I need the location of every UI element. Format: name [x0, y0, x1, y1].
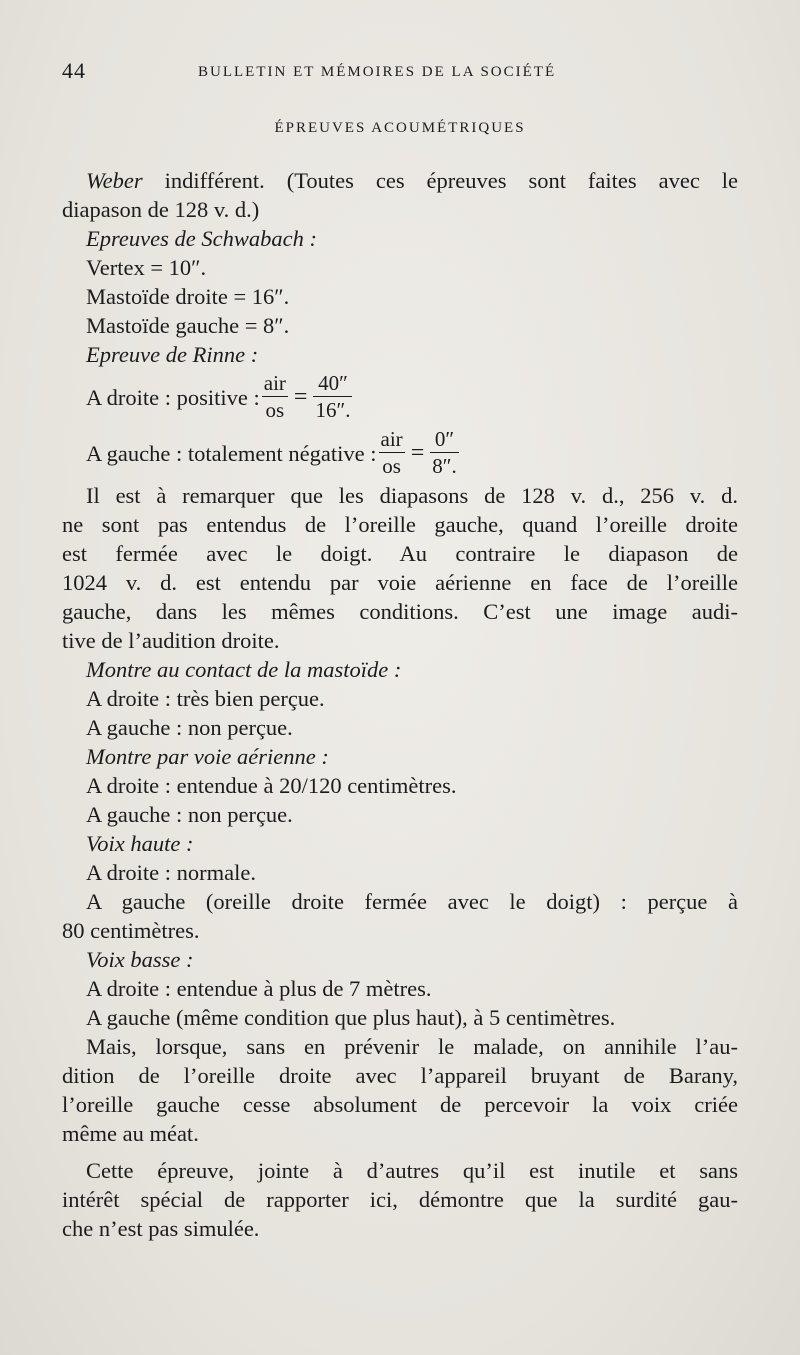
paragraph-2-line: l’oreille gauche cesse absolument de percevoir la voix criée — [62, 1092, 738, 1117]
body-text — [62, 166, 738, 1243]
fraction-numerator: air — [263, 371, 286, 395]
equals-sign: = — [293, 383, 308, 410]
page-header — [62, 58, 738, 88]
voix-basse-title: Voix basse : — [86, 947, 194, 972]
rinne-gauche — [62, 425, 738, 481]
fraction-numerator: 0″ — [430, 429, 459, 453]
paragraph-1-line: 1024 v. d. est entendu par voie aérienne en face de l’oreille — [62, 570, 738, 595]
paragraph-3-line: Cette épreuve, jointe à d’autres qu’il est inutile et sans — [86, 1158, 738, 1183]
rinne-droite-fraction-2 — [313, 373, 352, 421]
rinne-gauche-fraction-1 — [379, 429, 405, 477]
montre-aerienne-title: Montre par voie aérienne : — [86, 744, 329, 769]
running-title: BULLETIN ET MÉMOIRES DE LA SOCIÉTÉ — [198, 64, 557, 80]
paragraph-1-line: Il est à remarquer que les diapasons de 128 v. d., 256 v. d. — [86, 483, 738, 508]
equals-sign: = — [410, 439, 425, 466]
voix-basse-gauche: A gauche (même condition que plus haut), à 5 centimètres. — [86, 1005, 616, 1030]
paragraph-2-line: dition de l’oreille droite avec l’appareil bruyant de Barany, — [62, 1063, 738, 1088]
voix-haute-title: Voix haute : — [86, 831, 194, 856]
weber-line-2: diapason de 128 v. d.) — [62, 197, 260, 222]
paragraph-2-line: même au méat. — [62, 1121, 199, 1146]
paragraph-1-line: ne sont pas entendus de l’oreille gauche, quand l’oreille droite — [62, 512, 738, 537]
paragraph-3-line: intérêt spécial de rapporter ici, démontre que la surdité gau- — [62, 1187, 738, 1212]
montre-contact-title: Montre au contact de la mastoïde : — [86, 657, 402, 682]
schwabach-mastoide-gauche: Mastoïde gauche = 8″. — [86, 313, 290, 338]
paragraph-2-line: Mais, lorsque, sans en prévenir le malade, on annihile l’au- — [86, 1034, 738, 1059]
rinne-droite-label: A droite : positive : — [86, 384, 260, 410]
schwabach-vertex: Vertex = 10″. — [86, 255, 207, 280]
weber-label: Weber — [86, 168, 143, 193]
montre-aerienne-droite: A droite : entendue à 20/120 centimètres. — [86, 773, 457, 798]
paragraph-1-line: gauche, dans les mêmes conditions. C’est une image audi- — [62, 599, 738, 624]
page-number: 44 — [62, 58, 86, 83]
fraction-numerator: 40″ — [313, 373, 352, 397]
rinne-droite-fraction-1 — [262, 373, 288, 421]
rinne-gauche-fraction-2 — [430, 429, 459, 477]
voix-haute-droite: A droite : normale. — [86, 860, 256, 885]
fraction-denominator: 16″. — [315, 398, 351, 422]
fraction-denominator: 8″. — [432, 454, 457, 478]
weber-line — [62, 166, 738, 195]
schwabach-title: Epreuves de Schwabach : — [86, 226, 317, 251]
voix-haute-gauche: A gauche (oreille droite fermée avec le doigt) : perçue à — [86, 889, 738, 914]
rinne-title: Epreuve de Rinne : — [86, 342, 259, 367]
voix-basse-droite: A droite : entendue à plus de 7 mètres. — [86, 976, 432, 1001]
paragraph-3-line: che n’est pas simulée. — [62, 1216, 260, 1241]
paragraph-1-line: tive de l’audition droite. — [62, 628, 280, 653]
fraction-denominator: os — [382, 454, 401, 478]
fraction-denominator: os — [265, 398, 285, 422]
rinne-droite — [62, 369, 738, 425]
voix-haute-gauche-cont: 80 centimètres. — [62, 918, 200, 943]
fraction-numerator: air — [380, 427, 403, 451]
section-title: ÉPREUVES ACOUMÉTRIQUES — [274, 120, 526, 136]
paragraph-1-line: est fermée avec le doigt. Au contraire le diapason de — [62, 541, 738, 566]
montre-aerienne-gauche: A gauche : non perçue. — [86, 802, 293, 827]
montre-contact-droite: A droite : très bien perçue. — [86, 686, 325, 711]
schwabach-mastoide-droite: Mastoïde droite = 16″. — [86, 284, 290, 309]
weber-text: indifférent. (Toutes ces épreuves sont faites avec le — [142, 168, 738, 193]
rinne-gauche-label: A gauche : totalement négative : — [86, 440, 377, 466]
montre-contact-gauche: A gauche : non perçue. — [86, 715, 293, 740]
